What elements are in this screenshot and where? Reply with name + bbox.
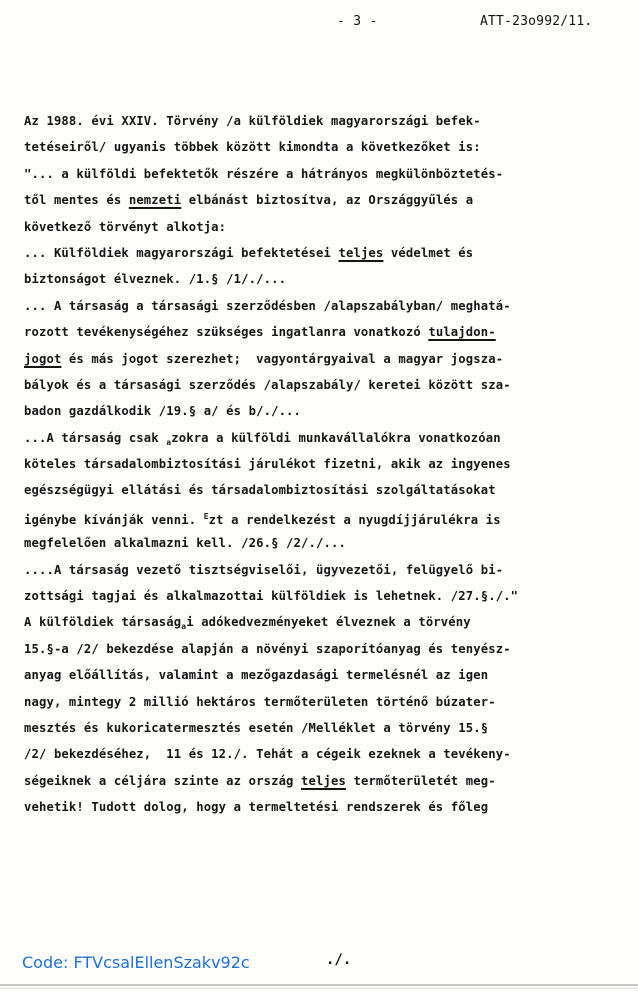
text-segment: védelmet és <box>383 245 474 260</box>
underlined-word: teljes <box>338 245 384 260</box>
page-number: - 3 - <box>337 14 378 29</box>
document-reference: ATT-23o992/11. <box>480 14 593 29</box>
text-segment: i adókedvezményeket élveznek a törvény <box>186 615 471 630</box>
text-line: ....A társaság vezető tisztségviselői, ügyvezetői, felügyelő bi- <box>24 562 504 577</box>
text-line <box>24 504 624 530</box>
text-line: megfelelően alkalmazni kell. /26.§ /2/./... <box>24 536 346 551</box>
text-segment: igénybe kívánják venni. <box>24 512 204 527</box>
text-line: ... A társaság a társasági szerződésben /alapszabályban/ meghatá- <box>24 298 511 313</box>
subscript-correction: a <box>181 622 187 632</box>
text-segment: zt a rendelkezést a nyugdíjjárulékra is <box>208 512 501 527</box>
text-line: vehetik! Tudott dolog, hogy a termeltetési rendszerek és főleg <box>24 800 489 815</box>
text-line <box>24 187 624 213</box>
document-body <box>24 108 624 821</box>
text-line <box>24 425 624 451</box>
scan-edge-line <box>0 988 638 989</box>
text-line: mesztés és kukoricatermesztés esetén /Melléklet a törvény 15.§ <box>24 720 489 735</box>
text-segment: től mentes és <box>24 193 129 208</box>
underlined-word: teljes <box>301 773 346 788</box>
continuation-mark: ./. <box>326 952 352 968</box>
text-line: Az 1988. évi XXIV. Törvény /a külföldiek magyarországi befek- <box>24 114 481 128</box>
text-segment: A külföldiek társaság <box>24 615 182 630</box>
text-line: 15.§-a /2/ bekezdése alapján a növényi szaporítóanyag és tenyész- <box>24 641 511 656</box>
text-line: egészségügyi ellátási és társadalombiztosítási szolgáltatásokat <box>24 483 496 498</box>
subscript-correction: a <box>166 437 172 447</box>
superscript-correction: E <box>203 511 209 521</box>
text-line <box>24 240 624 266</box>
text-line: anyag előállítás, valamint a mezőgazdasági termelésnél az igen <box>24 668 489 683</box>
document-code-label: Code: FTVcsalEllenSzakv92c <box>22 953 250 972</box>
text-line: biztonságot élveznek. /1.§ /1/./... <box>24 272 287 287</box>
text-segment: rozott tevékenységéhez szükséges ingatlanra vonatkozó <box>24 325 429 340</box>
text-segment: zokra a külföldi munkavállalókra vonatkozóan <box>171 430 501 445</box>
text-line: bályok és a társasági szerződés /alapszabály/ keretei között sza- <box>24 377 511 392</box>
text-line <box>24 609 624 635</box>
scan-edge-line <box>0 984 638 986</box>
text-line: zottsági tagjai és alkalmazottai külföldiek is lehetnek. /27.§./." <box>24 589 519 604</box>
text-line: nagy, mintegy 2 millió hektáros termőterületen történő búzater- <box>24 694 496 709</box>
text-line <box>24 346 624 372</box>
text-line: tetéseiről/ ugyanis többek között kimondta a következőket is: <box>24 140 481 155</box>
text-line: következő törvényt alkotja: <box>24 219 227 234</box>
text-segment: ... Külföldiek magyarországi befektetései <box>24 245 339 260</box>
underlined-word: jogot <box>24 351 62 366</box>
text-line <box>24 319 624 345</box>
text-line: köteles társadalombiztosítási járulékot fizetni, akik az ingyenes <box>24 457 511 472</box>
text-segment: ségeiknek a céljára szinte az ország <box>24 773 302 788</box>
underlined-word: nemzeti <box>128 193 182 208</box>
text-line: badon gazdálkodik /19.§ a/ és b/./... <box>24 404 302 419</box>
underlined-word: tulajdon- <box>428 325 496 340</box>
text-segment: elbánást biztosítva, az Országgyűlés a <box>181 193 474 208</box>
text-segment: és más jogot szerezhet; vagyontárgyaival a magyar jogsza- <box>61 351 504 366</box>
text-segment: ...A társaság csak <box>24 430 167 445</box>
text-line <box>24 768 624 794</box>
text-line: "... a külföldi befektetők részére a hátrányos megkülönböztetés- <box>24 166 504 181</box>
text-line: /2/ bekezdéséhez, 11 és 12./. Tehát a cégeik ezeknek a tevékeny- <box>24 747 511 762</box>
text-segment: termőterületét meg- <box>345 773 496 788</box>
